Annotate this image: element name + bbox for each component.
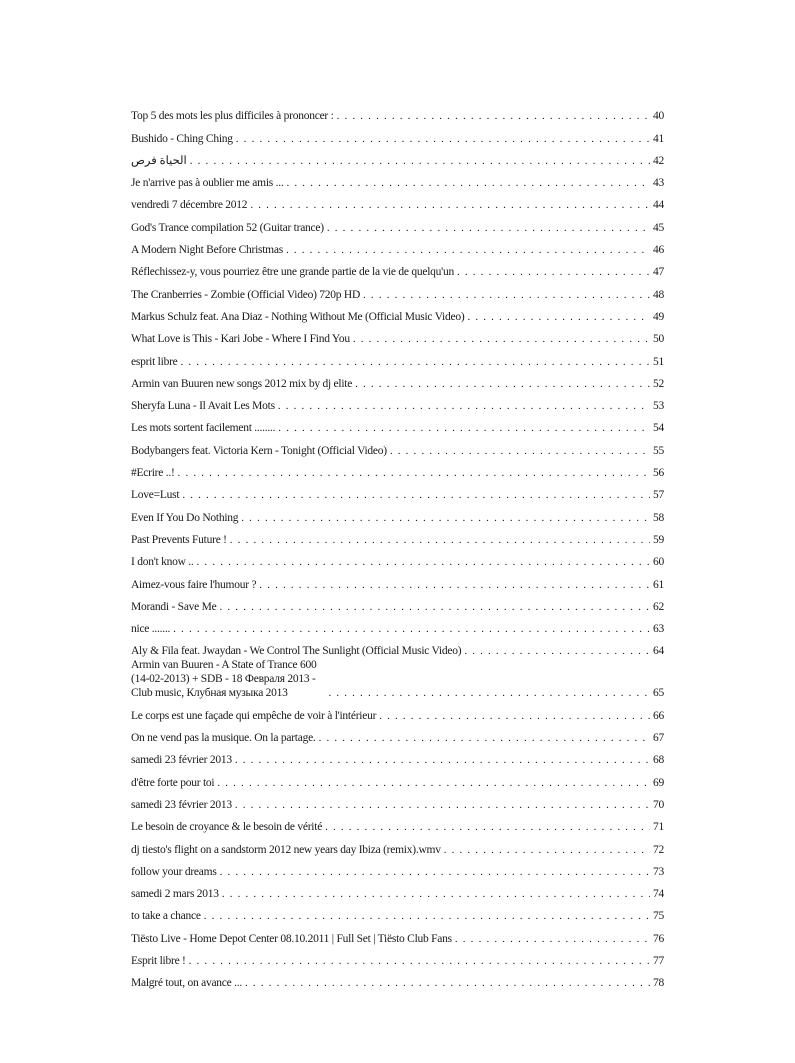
dot-leader xyxy=(197,555,650,569)
toc-entry-title: Je n'arrive pas à oublier me amis ... xyxy=(131,177,284,190)
toc-entry-title: A Modern Night Before Christmas xyxy=(131,244,283,257)
toc-entry[interactable] xyxy=(131,146,664,168)
table-of-contents xyxy=(131,101,664,990)
dot-leader xyxy=(363,288,650,302)
toc-entry-title: Sheryfa Luna - Il Avait Les Mots xyxy=(131,400,275,413)
toc-entry-title: Aly & Fila feat. Jwaydan - We Control The Sunlight (Official Music Video) xyxy=(131,645,462,658)
toc-entry[interactable] xyxy=(131,525,664,547)
toc-entry-page-number: 72 xyxy=(653,843,664,856)
toc-entry-page-number: 48 xyxy=(653,288,664,301)
toc-entry-title: Le besoin de croyance & le besoin de vérité xyxy=(131,821,323,834)
toc-entry-title: Top 5 des mots les plus difficiles à prononcer : xyxy=(131,110,334,123)
dot-leader xyxy=(355,377,650,391)
dot-leader xyxy=(235,798,650,812)
toc-entry-title: Bodybangers feat. Victoria Kern - Tonight (Official Video) xyxy=(131,444,387,457)
dot-leader xyxy=(220,600,651,614)
toc-entry-title: follow your dreams xyxy=(131,865,217,878)
toc-entry-page-number: 60 xyxy=(653,556,664,569)
toc-entry[interactable] xyxy=(131,834,664,856)
toc-entry[interactable] xyxy=(131,767,664,789)
toc-entry-title: Le corps est une façade qui empêche de voir à l'intérieur xyxy=(131,709,377,722)
toc-entry-title: Markus Schulz feat. Ana Diaz - Nothing Without Me (Official Music Video) xyxy=(131,310,465,323)
toc-entry[interactable] xyxy=(131,346,664,368)
dot-leader xyxy=(182,488,650,502)
toc-entry[interactable] xyxy=(131,324,664,346)
toc-entry-page-number: 42 xyxy=(653,154,664,167)
toc-entry-title: Esprit libre ! xyxy=(131,954,186,967)
dot-leader xyxy=(286,243,650,257)
toc-entry-title: Even If You Do Nothing xyxy=(131,511,239,524)
toc-entry-page-number: 73 xyxy=(653,865,664,878)
toc-entry[interactable] xyxy=(131,636,664,658)
toc-entry-title: nice ....... xyxy=(131,623,171,636)
dot-leader xyxy=(204,909,650,923)
toc-entry-page-number: 52 xyxy=(653,377,664,390)
toc-entry-page-number: 65 xyxy=(653,687,664,700)
toc-entry-page-number: 57 xyxy=(653,489,664,502)
toc-entry[interactable] xyxy=(131,790,664,812)
toc-entry-page-number: 41 xyxy=(653,132,664,145)
toc-entry[interactable] xyxy=(131,458,664,480)
dot-leader xyxy=(222,887,650,901)
toc-entry-title: I don't know .. xyxy=(131,556,194,569)
toc-entry-page-number: 56 xyxy=(653,467,664,480)
dot-leader xyxy=(467,310,650,324)
dot-leader xyxy=(390,444,650,458)
toc-entry-page-number: 63 xyxy=(653,623,664,636)
toc-entry[interactable] xyxy=(131,369,664,391)
toc-entry[interactable] xyxy=(131,190,664,212)
toc-entry[interactable] xyxy=(131,879,664,901)
toc-entry-title: Morandi - Save Me xyxy=(131,600,217,613)
toc-entry[interactable] xyxy=(131,812,664,834)
toc-entry-page-number: 69 xyxy=(653,776,664,789)
dot-leader xyxy=(464,644,650,658)
toc-entry[interactable] xyxy=(131,101,664,123)
toc-entry-page-number: 40 xyxy=(653,110,664,123)
toc-entry-page-number: 74 xyxy=(653,888,664,901)
dot-leader xyxy=(278,421,650,435)
dot-leader xyxy=(259,578,650,592)
toc-entry[interactable] xyxy=(131,435,664,457)
toc-entry-title: samedi 23 février 2013 xyxy=(131,798,232,811)
toc-entry[interactable] xyxy=(131,168,664,190)
toc-entry[interactable] xyxy=(131,547,664,569)
toc-entry[interactable] xyxy=(131,257,664,279)
toc-entry-page-number: 71 xyxy=(653,821,664,834)
dot-leader xyxy=(241,511,650,525)
dot-leader xyxy=(379,709,650,723)
toc-entry[interactable] xyxy=(131,569,664,591)
dot-leader xyxy=(278,399,650,413)
toc-entry[interactable] xyxy=(131,968,664,990)
toc-entry-page-number: 70 xyxy=(653,798,664,811)
toc-entry-page-number: 43 xyxy=(653,177,664,190)
dot-leader xyxy=(220,865,650,879)
toc-entry[interactable] xyxy=(131,212,664,234)
toc-entry-title: Bushido - Ching Ching xyxy=(131,132,233,145)
toc-entry[interactable] xyxy=(131,592,664,614)
toc-entry[interactable] xyxy=(131,723,664,745)
dot-leader xyxy=(230,533,650,547)
toc-entry-page-number: 62 xyxy=(653,600,664,613)
toc-entry[interactable] xyxy=(131,480,664,502)
toc-entry-title: vendredi 7 décembre 2012 xyxy=(131,199,248,212)
dot-leader xyxy=(189,954,650,968)
toc-entry-title: Love=Lust xyxy=(131,489,180,502)
toc-entry[interactable] xyxy=(131,857,664,879)
dot-leader xyxy=(173,622,650,636)
dot-leader xyxy=(190,154,650,168)
toc-entry[interactable] xyxy=(131,745,664,767)
toc-entry-title: Les mots sortent facilement ........ xyxy=(131,422,276,435)
toc-entry-title: What Love is This - Kari Jobe - Where I Find You xyxy=(131,333,350,346)
toc-entry[interactable] xyxy=(131,391,664,413)
toc-entry-page-number: 78 xyxy=(653,977,664,990)
toc-entry[interactable] xyxy=(131,923,664,945)
toc-entry-title: The Cranberries - Zombie (Official Video) 720p HD xyxy=(131,288,361,301)
toc-entry-title: God's Trance compilation 52 (Guitar trance) xyxy=(131,221,324,234)
dot-leader xyxy=(455,932,650,946)
toc-entry-title: Armin van Buuren new songs 2012 mix by dj elite xyxy=(131,377,353,390)
dot-leader xyxy=(328,686,650,700)
toc-entry-title: d'être forte pour toi xyxy=(131,776,215,789)
dot-leader xyxy=(217,776,650,790)
toc-entry[interactable] xyxy=(131,658,664,700)
toc-entry-page-number: 66 xyxy=(653,709,664,722)
toc-entry-page-number: 45 xyxy=(653,221,664,234)
toc-entry-page-number: 47 xyxy=(653,266,664,279)
toc-entry[interactable] xyxy=(131,700,664,722)
toc-entry-title: الحياة فرص xyxy=(131,154,187,167)
toc-entry-page-number: 50 xyxy=(653,333,664,346)
toc-entry[interactable] xyxy=(131,235,664,257)
toc-entry-page-number: 68 xyxy=(653,754,664,767)
dot-leader xyxy=(319,731,650,745)
toc-entry-page-number: 59 xyxy=(653,533,664,546)
dot-leader xyxy=(181,355,651,369)
toc-entry-title: Tiësto Live - Home Depot Center 08.10.2011 | Full Set | Tiësto Club Fans xyxy=(131,932,452,945)
dot-leader xyxy=(337,109,650,123)
toc-entry-page-number: 46 xyxy=(653,244,664,257)
toc-entry-title: Aimez-vous faire l'humour ? xyxy=(131,578,257,591)
toc-entry[interactable] xyxy=(131,502,664,524)
toc-entry[interactable] xyxy=(131,614,664,636)
toc-entry-title: dj tiesto's flight on a sandstorm 2012 new years day Ibiza (remix).wmv xyxy=(131,843,441,856)
toc-entry-title: to take a chance xyxy=(131,910,201,923)
toc-entry[interactable] xyxy=(131,123,664,145)
toc-entry[interactable] xyxy=(131,413,664,435)
toc-entry-page-number: 54 xyxy=(653,422,664,435)
dot-leader xyxy=(327,221,650,235)
toc-entry-page-number: 64 xyxy=(653,645,664,658)
dot-leader xyxy=(353,332,650,346)
toc-entry-page-number: 67 xyxy=(653,732,664,745)
toc-entry-page-number: 76 xyxy=(653,932,664,945)
toc-entry[interactable] xyxy=(131,946,664,968)
toc-entry-page-number: 77 xyxy=(653,954,664,967)
toc-entry-title: Past Prevents Future ! xyxy=(131,533,227,546)
toc-entry-page-number: 75 xyxy=(653,910,664,923)
toc-entry-page-number: 53 xyxy=(653,400,664,413)
toc-entry-title: Armin van Buuren - A State of Trance 600 (14-02-2013) + SDB - 18 Февраля 2013 - Club music, Клубная музыка 2013 xyxy=(131,659,317,700)
toc-entry-title: esprit libre xyxy=(131,355,178,368)
dot-leader xyxy=(325,820,650,834)
toc-entry-title: samedi 2 mars 2013 xyxy=(131,888,219,901)
dot-leader xyxy=(236,132,650,146)
toc-entry-page-number: 58 xyxy=(653,511,664,524)
toc-entry-title: samedi 23 février 2013 xyxy=(131,754,232,767)
toc-entry-title: Réflechissez-y, vous pourriez être une grande partie de la vie de quelqu'un xyxy=(131,266,454,279)
dot-leader xyxy=(457,265,650,279)
toc-entry-title: Malgré tout, on avance ... xyxy=(131,977,243,990)
dot-leader xyxy=(245,976,650,990)
dot-leader xyxy=(444,843,650,857)
toc-entry-page-number: 44 xyxy=(653,199,664,212)
toc-entry-page-number: 49 xyxy=(653,310,664,323)
dot-leader xyxy=(235,753,650,767)
toc-entry-page-number: 51 xyxy=(653,355,664,368)
dot-leader xyxy=(250,198,650,212)
dot-leader xyxy=(178,466,650,480)
dot-leader xyxy=(287,176,651,190)
toc-entry[interactable] xyxy=(131,901,664,923)
toc-entry-title: On ne vend pas la musique. On la partage. xyxy=(131,732,316,745)
toc-entry-page-number: 61 xyxy=(653,578,664,591)
toc-entry-title: #Ecrire ..! xyxy=(131,467,175,480)
toc-entry[interactable] xyxy=(131,279,664,301)
toc-entry[interactable] xyxy=(131,302,664,324)
toc-entry-page-number: 55 xyxy=(653,444,664,457)
